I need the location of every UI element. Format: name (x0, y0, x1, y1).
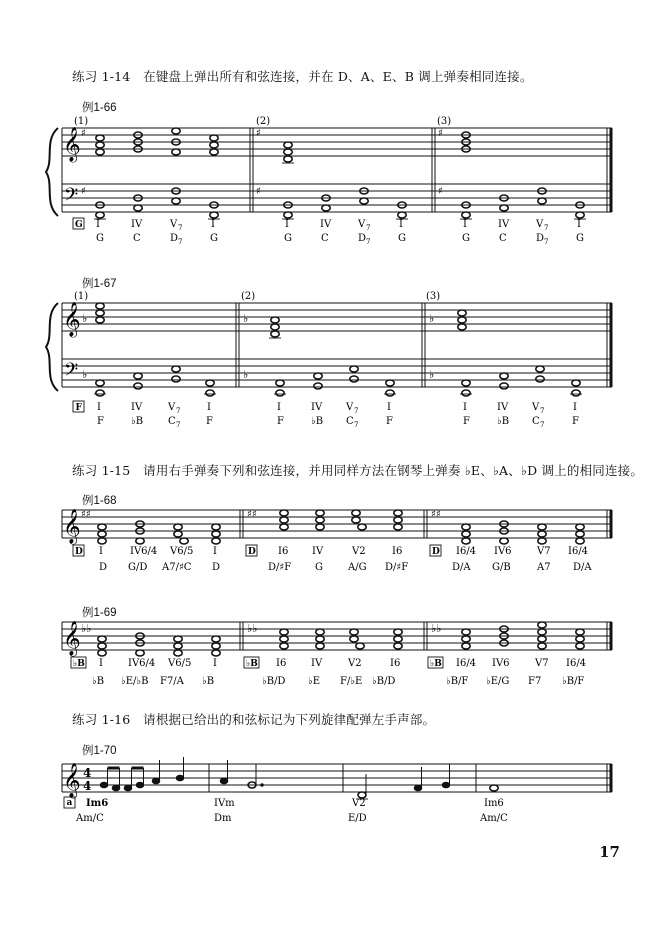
bass-notes (96, 366, 580, 396)
treble-staff (62, 764, 612, 792)
flat-icon: ♭ (243, 312, 249, 325)
chord-symbol: G (462, 233, 470, 244)
key-label: ♭B (246, 659, 258, 669)
barlines (62, 128, 611, 212)
chord-symbol: F (277, 416, 284, 427)
staff-1-70 (62, 757, 612, 824)
sharp-icon: ♯♯ (431, 509, 441, 520)
flat-icon: ♭ (82, 368, 88, 381)
roman-numeral-sub: 7 (544, 224, 549, 232)
roman-numeral: I (387, 402, 391, 413)
treble-chords (98, 622, 584, 656)
example-label-1-69: 例1-69 (82, 607, 117, 619)
chord-symbol: D/A (452, 562, 471, 573)
chord-symbol: Am/C (76, 813, 104, 824)
chord-symbol: ♭E/♭B (121, 676, 149, 687)
chord-symbol: F (463, 416, 470, 427)
section-number: (2) (241, 291, 256, 302)
key-label: ♭B (73, 659, 85, 669)
roman-numeral: V (168, 402, 176, 413)
chord-symbol: F (206, 416, 213, 427)
roman-numeral-sub: 7 (354, 407, 359, 415)
time-signature-top: 4 (83, 766, 92, 780)
roman-numeral: I (573, 402, 577, 413)
chord-symbol: C (133, 233, 141, 244)
key-label: ♭B (430, 659, 442, 669)
chord-symbol: C (499, 233, 507, 244)
exercise-heading-1-16: 练习 1-16 请根据已给出的和弦标记为下列旋律配弹左手声部。 (72, 712, 436, 727)
bass-clef-icon: 𝄢 (64, 185, 79, 210)
key-label: F (75, 403, 82, 413)
key-label: G (75, 220, 83, 230)
example-label-1-66: 例1-66 (82, 102, 117, 114)
roman-numeral-sub: 7 (178, 224, 183, 232)
barlines (62, 303, 611, 387)
roman-numeral: IV6 (494, 546, 512, 557)
chord-symbol: ♭B (497, 416, 510, 427)
roman-numeral: I6/4 (456, 546, 477, 557)
roman-numeral: I (213, 658, 217, 669)
chord-symbol: G (210, 233, 218, 244)
roman-numeral: I (207, 402, 211, 413)
chord-symbol: G/B (492, 562, 511, 573)
roman-numeral: I (463, 219, 467, 230)
sharp-icon: ♯♯ (247, 509, 257, 520)
page-number: 17 (599, 843, 620, 861)
staff-1-69 (62, 621, 612, 687)
treble-chords (98, 510, 584, 544)
time-signature-bottom: 4 (83, 779, 92, 793)
roman-numerals (96, 219, 581, 232)
roman-numeral: I6/4 (566, 658, 587, 669)
chord-symbol: D/♯F (385, 562, 409, 573)
chord-symbol: G (576, 233, 584, 244)
chord-symbol: C (346, 416, 354, 427)
flat-icon: ♭♭ (247, 622, 258, 635)
roman-numeral: V7 (537, 546, 551, 557)
roman-numeral: IV (312, 546, 324, 557)
section-number: (3) (437, 116, 452, 127)
flat-icon: ♭ (429, 312, 435, 325)
roman-numeral: I (99, 546, 103, 557)
roman-numerals (97, 402, 577, 415)
treble-clef-icon: 𝄞 (63, 127, 81, 162)
chord-symbol: D (170, 233, 179, 244)
chord-symbol-sub: 7 (366, 238, 371, 246)
roman-numeral: IV (498, 219, 510, 230)
chord-symbol: F7 (528, 676, 542, 687)
chord-symbol: ♭B (92, 676, 105, 687)
sharp-icon: ♯ (438, 128, 443, 139)
section-number: (1) (74, 116, 89, 127)
roman-numeral-sub: 7 (366, 224, 371, 232)
chord-symbols (99, 562, 592, 573)
roman-numeral: V (346, 402, 354, 413)
chord-symbol: F (572, 416, 579, 427)
chord-symbol: F (97, 416, 104, 427)
roman-numeral: I (99, 658, 103, 669)
treble-staff (62, 128, 612, 156)
section-number: (1) (74, 291, 89, 302)
roman-numeral: V (170, 219, 178, 230)
chord-symbol: ♭B (131, 416, 144, 427)
chord-symbol-sub: 7 (544, 238, 549, 246)
roman-numeral: I (96, 219, 100, 230)
exercise-heading-1-14: 练习 1-14 在键盘上弹出所有和弦连接，并在 D、A、E、B 调上弹奏相同连接。 (72, 69, 533, 84)
roman-numeral: IV6/4 (130, 546, 158, 557)
chord-symbol: F/♭E (340, 676, 363, 687)
chord-symbol: D (99, 562, 108, 573)
section-number: (3) (426, 291, 441, 302)
grand-staff-1-67 (46, 291, 612, 429)
chord-symbols (96, 233, 584, 246)
flat-icon: ♭ (82, 312, 88, 325)
chord-symbol: Dm (214, 813, 232, 824)
roman-numeral: I6 (390, 658, 401, 669)
chord-symbol: G (96, 233, 104, 244)
chord-symbol-sub: 7 (178, 238, 183, 246)
chord-symbol: D (536, 233, 545, 244)
flat-icon: ♭♭ (431, 622, 442, 635)
chord-symbol-sub: 7 (354, 421, 359, 429)
sharp-icon: ♯♯ (81, 509, 91, 520)
chord-symbol: A7 (537, 562, 551, 573)
chord-symbol-sub: 7 (540, 421, 545, 429)
roman-numeral: IV (131, 402, 143, 413)
chord-symbol-sub: 7 (176, 421, 181, 429)
treble-clef-icon: 𝄞 (63, 302, 81, 337)
sharp-icon: ♯ (81, 186, 86, 197)
chord-symbol: G/D (128, 562, 148, 573)
chord-symbol: ♭E/G (486, 676, 510, 687)
roman-numeral: I (577, 219, 581, 230)
roman-numeral: IVm (214, 798, 235, 809)
roman-numerals (99, 658, 586, 669)
roman-numeral: Im6 (484, 798, 504, 809)
treble-chords (96, 303, 466, 337)
roman-numeral: IV6 (492, 658, 510, 669)
roman-numeral: I (213, 546, 217, 557)
chord-symbol: F (386, 416, 393, 427)
roman-numeral: IV6/4 (128, 658, 156, 669)
roman-numeral: V6/5 (168, 658, 192, 669)
brace (46, 128, 58, 216)
sharp-icon: ♯ (81, 128, 86, 139)
treble-clef-icon: 𝄞 (63, 509, 81, 544)
chord-symbol: ♭B/D (262, 676, 286, 687)
roman-numerals (99, 546, 588, 557)
roman-numeral: V2 (352, 798, 366, 809)
roman-numeral: IV (131, 219, 143, 230)
chord-symbol: ♭E (308, 676, 321, 687)
roman-numeral: V2 (352, 546, 366, 557)
chord-symbol: ♭B (311, 416, 324, 427)
flat-icon: ♭ (429, 368, 435, 381)
roman-numeral: Im6 (86, 798, 109, 809)
roman-numeral: I (277, 402, 281, 413)
chord-symbols (75, 813, 508, 824)
roman-numerals (86, 798, 504, 809)
chord-symbol: E/D (348, 813, 367, 824)
chord-symbols (92, 676, 584, 687)
exercise-heading-1-15: 练习 1-15 请用右手弹奏下列和弦连接，并用同样方法在钢琴上弹奏 ♭E、♭A、♭D 调上的相同连接。 (72, 463, 644, 478)
treble-clef-icon: 𝄞 (63, 763, 81, 798)
roman-numeral: I (97, 402, 101, 413)
chord-symbol: D (212, 562, 221, 573)
roman-numeral: V (532, 402, 540, 413)
chord-symbol: C (168, 416, 176, 427)
key-label: a (66, 798, 73, 808)
roman-numeral: I6 (276, 658, 287, 669)
chord-symbol: A/G (348, 562, 367, 573)
roman-numeral: I (285, 219, 289, 230)
roman-numeral: IV (320, 219, 332, 230)
roman-numeral: V6/5 (170, 546, 194, 557)
chord-symbol: C (532, 416, 540, 427)
grand-staff-1-66 (46, 116, 612, 246)
roman-numeral: I6 (278, 546, 289, 557)
bass-clef-icon: 𝄢 (64, 360, 79, 385)
chord-symbol: D/♯F (268, 562, 292, 573)
roman-numeral: IV (497, 402, 509, 413)
chord-symbol: Am/C (480, 813, 508, 824)
chord-symbol: ♭B/D (372, 676, 396, 687)
chord-symbol: G (398, 233, 406, 244)
key-label: D (432, 547, 440, 557)
roman-numeral: V2 (348, 658, 362, 669)
bass-staff (62, 359, 612, 387)
sharp-icon: ♯ (256, 128, 261, 139)
chord-symbol: D/A (573, 562, 592, 573)
roman-numeral-sub: 7 (540, 407, 545, 415)
roman-numeral: I6/4 (456, 658, 477, 669)
brace (46, 303, 58, 391)
key-label: D (248, 547, 256, 557)
flat-icon: ♭ (243, 368, 249, 381)
section-number: (2) (256, 116, 271, 127)
roman-numeral: V (358, 219, 366, 230)
example-label-1-67: 例1-67 (82, 278, 117, 290)
roman-numeral: V7 (535, 658, 549, 669)
key-label: D (75, 547, 83, 557)
treble-clef-icon: 𝄞 (63, 621, 81, 656)
roman-numeral-sub: 7 (176, 407, 181, 415)
roman-numeral: IV (311, 402, 323, 413)
roman-numeral: I6 (392, 546, 403, 557)
example-label-1-70: 例1-70 (82, 745, 117, 757)
roman-numeral: V (536, 219, 544, 230)
roman-numeral: IV (311, 658, 323, 669)
roman-numeral: I (399, 219, 403, 230)
roman-numeral: I6/4 (568, 546, 589, 557)
chord-symbol: G (315, 562, 323, 573)
chord-symbol: G (284, 233, 292, 244)
roman-numeral: I (211, 219, 215, 230)
chord-symbol: ♭B/F (562, 676, 585, 687)
sharp-icon: ♯ (256, 186, 261, 197)
staff-1-68 (62, 509, 612, 573)
chord-symbol: C (321, 233, 329, 244)
chord-symbols (97, 416, 579, 429)
treble-staff (62, 303, 612, 331)
treble-chords (96, 128, 470, 162)
bass-notes (96, 188, 584, 218)
chord-symbol: D (358, 233, 367, 244)
flat-icon: ♭♭ (81, 622, 92, 635)
chord-symbol: ♭B (202, 676, 215, 687)
example-label-1-68: 例1-68 (82, 495, 117, 507)
bass-staff (62, 184, 612, 212)
chord-symbol: F7/A (160, 676, 184, 687)
sharp-icon: ♯ (438, 186, 443, 197)
chord-symbol: A7/♯C (162, 562, 192, 573)
roman-numeral: I (463, 402, 467, 413)
chord-symbol: ♭B/F (446, 676, 469, 687)
